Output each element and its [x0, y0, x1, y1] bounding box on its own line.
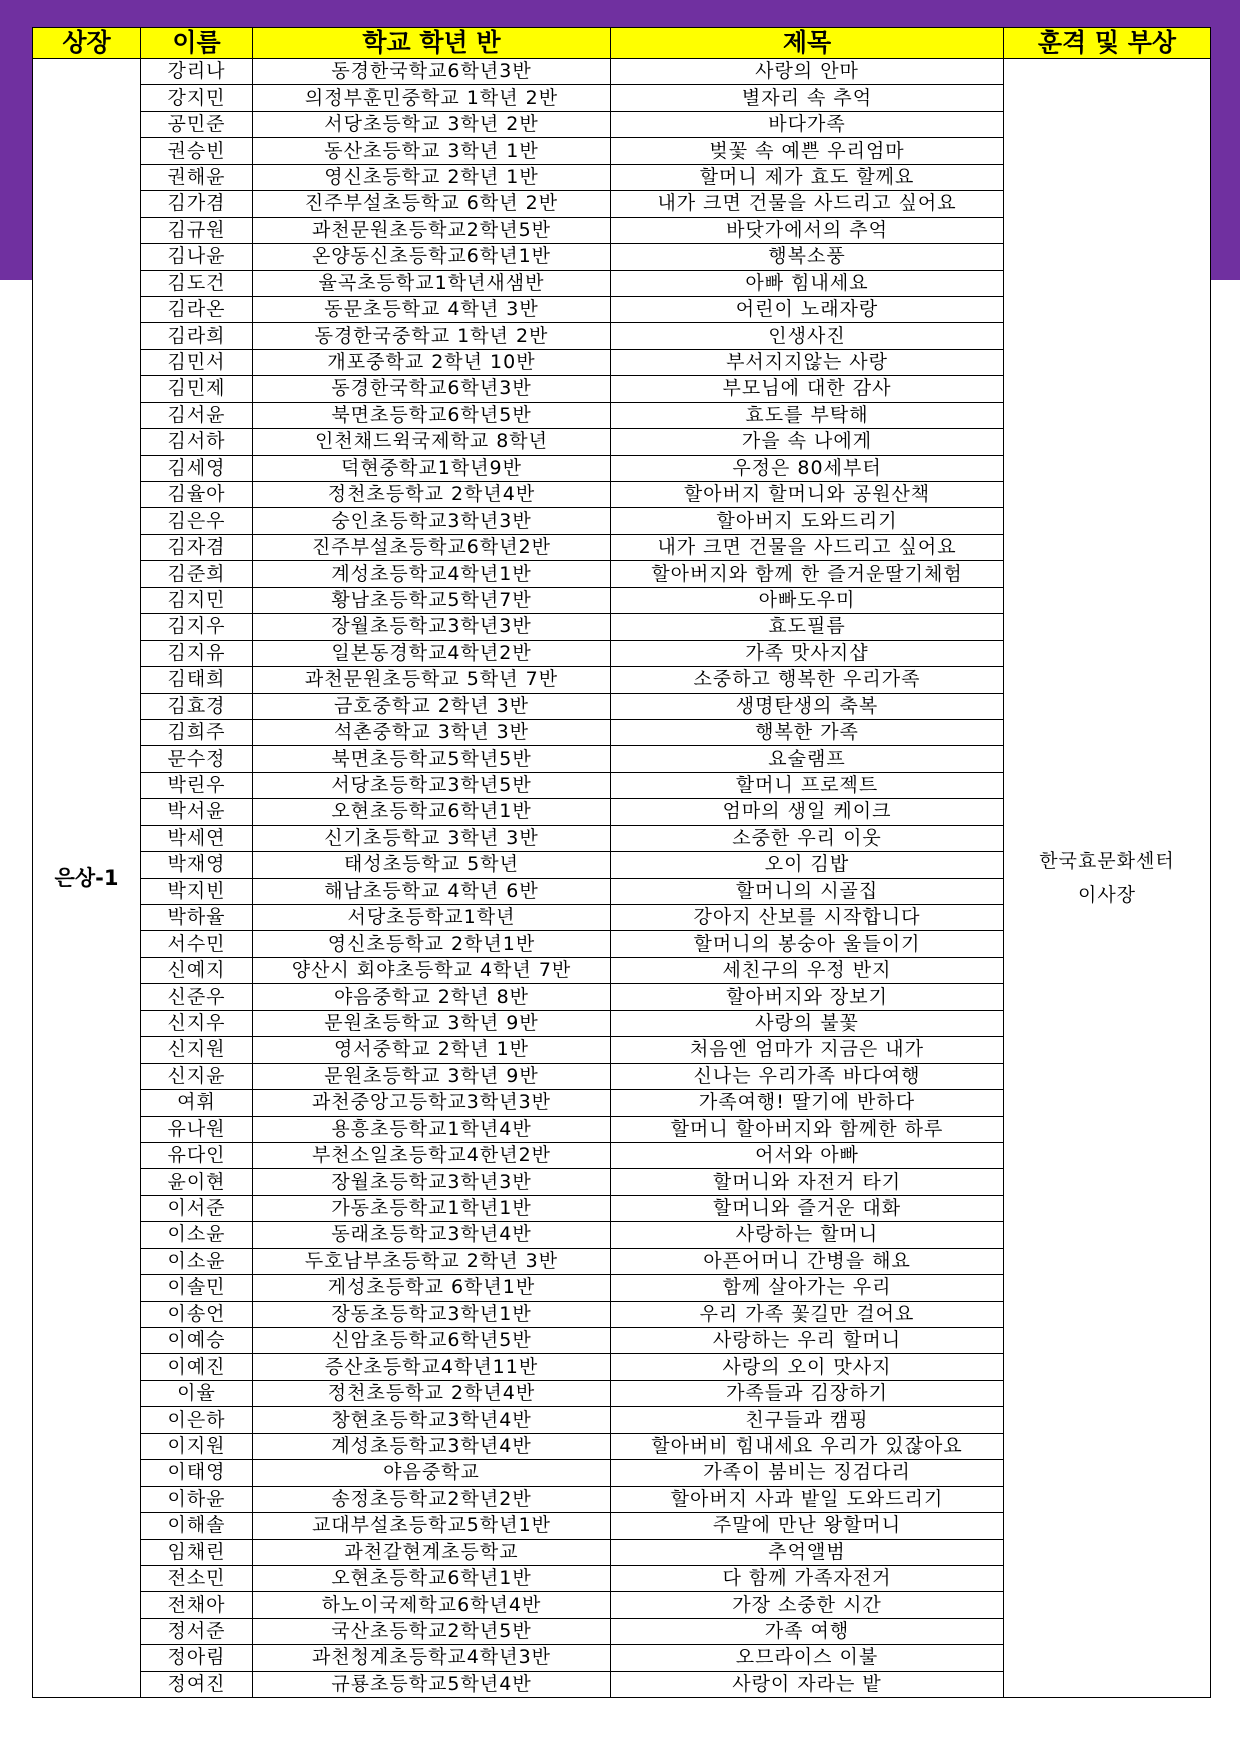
- work-title: 사랑하는 할머니: [611, 1222, 1004, 1248]
- work-title: 효도필름: [611, 614, 1004, 640]
- student-name: 김세영: [141, 455, 253, 481]
- school-grade-class: 개포중학교 2학년 10반: [253, 349, 611, 375]
- work-title: 바닷가에서의 추억: [611, 217, 1004, 243]
- work-title: 할아버지 할머니와 공원산책: [611, 482, 1004, 508]
- student-name: 유다인: [141, 1142, 253, 1168]
- student-name: 강지민: [141, 85, 253, 111]
- school-grade-class: 동래초등학교3학년4반: [253, 1222, 611, 1248]
- school-grade-class: 게성초등학교 6학년1반: [253, 1275, 611, 1301]
- student-name: 정아림: [141, 1645, 253, 1671]
- school-grade-class: 인천채드윅국제학교 8학년: [253, 429, 611, 455]
- school-grade-class: 장월초등학교3학년3반: [253, 1169, 611, 1195]
- work-title: 요술램프: [611, 746, 1004, 772]
- student-name: 이서준: [141, 1195, 253, 1221]
- student-name: 김라희: [141, 323, 253, 349]
- school-grade-class: 동경한국학교6학년3반: [253, 376, 611, 402]
- work-title: 할머니의 봉숭아 울들이기: [611, 931, 1004, 957]
- student-name: 이지원: [141, 1433, 253, 1459]
- work-title: 할아버지 사과 밭일 도와드리기: [611, 1486, 1004, 1512]
- school-grade-class: 덕현중학교1학년9반: [253, 455, 611, 481]
- work-title: 강아지 산보를 시작합니다: [611, 905, 1004, 931]
- school-grade-class: 교대부설초등학교5학년1반: [253, 1513, 611, 1539]
- student-name: 박재영: [141, 852, 253, 878]
- school-grade-class: 황남초등학교5학년7반: [253, 587, 611, 613]
- school-grade-class: 국산초등학교2학년5반: [253, 1618, 611, 1644]
- school-grade-class: 영서중학교 2학년 1반: [253, 1037, 611, 1063]
- work-title: 할아버지 도와드리기: [611, 508, 1004, 534]
- student-name: 이송언: [141, 1301, 253, 1327]
- student-name: 이하윤: [141, 1486, 253, 1512]
- student-name: 김희주: [141, 719, 253, 745]
- work-title: 부서지지않는 사랑: [611, 349, 1004, 375]
- school-grade-class: 야음중학교 2학년 8반: [253, 984, 611, 1010]
- school-grade-class: 과천문원초등학교2학년5반: [253, 217, 611, 243]
- school-grade-class: 신암초등학교6학년5반: [253, 1328, 611, 1354]
- honor-line-1: 한국효문화센터: [1039, 850, 1175, 873]
- work-title: 처음엔 엄마가 지금은 내가: [611, 1037, 1004, 1063]
- student-name: 김준희: [141, 561, 253, 587]
- work-title: 오이 김밥: [611, 852, 1004, 878]
- work-title: 가을 속 나에게: [611, 429, 1004, 455]
- school-grade-class: 하노이국제학교6학년4반: [253, 1592, 611, 1618]
- school-grade-class: 신기초등학교 3학년 3반: [253, 825, 611, 851]
- table-row: [33, 59, 1211, 85]
- header-title: 제목: [611, 28, 1004, 59]
- student-name: 문수정: [141, 746, 253, 772]
- work-title: 부모님에 대한 감사: [611, 376, 1004, 402]
- header-name: 이름: [141, 28, 253, 59]
- work-title: 세친구의 우정 반지: [611, 957, 1004, 983]
- school-grade-class: 동경한국학교6학년3반: [253, 59, 611, 85]
- school-grade-class: 과천중앙고등학교3학년3반: [253, 1090, 611, 1116]
- award-label: 은상-1: [33, 59, 141, 1698]
- work-title: 할머니 할아버지와 함께한 하루: [611, 1116, 1004, 1142]
- student-name: 김규원: [141, 217, 253, 243]
- student-name: 신지원: [141, 1037, 253, 1063]
- school-grade-class: 과천문원초등학교 5학년 7반: [253, 667, 611, 693]
- work-title: 내가 크면 건물을 사드리고 싶어요: [611, 191, 1004, 217]
- school-grade-class: 계성초등학교4학년1반: [253, 561, 611, 587]
- award-table: [32, 27, 1211, 1698]
- work-title: 행복한 가족: [611, 719, 1004, 745]
- work-title: 행복소풍: [611, 244, 1004, 270]
- school-grade-class: 동문초등학교 4학년 3반: [253, 296, 611, 322]
- student-name: 임채린: [141, 1539, 253, 1565]
- student-name: 이소윤: [141, 1222, 253, 1248]
- work-title: 우정은 80세부터: [611, 455, 1004, 481]
- school-grade-class: 문원초등학교 3학년 9반: [253, 1063, 611, 1089]
- student-name: 박린우: [141, 772, 253, 798]
- student-name: 이은하: [141, 1407, 253, 1433]
- work-title: 가족여행! 딸기에 반하다: [611, 1090, 1004, 1116]
- work-title: 가장 소중한 시간: [611, 1592, 1004, 1618]
- student-name: 김라온: [141, 296, 253, 322]
- school-grade-class: 태성초등학교 5학년: [253, 852, 611, 878]
- work-title: 함께 살아가는 우리: [611, 1275, 1004, 1301]
- work-title: 할머니 제가 효도 할께요: [611, 164, 1004, 190]
- work-title: 할머니의 시골집: [611, 878, 1004, 904]
- school-grade-class: 양산시 회야초등학교 4학년 7반: [253, 957, 611, 983]
- work-title: 할머니 프로젝트: [611, 772, 1004, 798]
- work-title: 가족들과 김장하기: [611, 1380, 1004, 1406]
- school-grade-class: 문원초등학교 3학년 9반: [253, 1010, 611, 1036]
- school-grade-class: 창현초등학교3학년4반: [253, 1407, 611, 1433]
- school-grade-class: 동경한국중학교 1학년 2반: [253, 323, 611, 349]
- header-row: [33, 28, 1211, 59]
- student-name: 김서윤: [141, 402, 253, 428]
- work-title: 할머니와 자전거 타기: [611, 1169, 1004, 1195]
- student-name: 전소민: [141, 1565, 253, 1591]
- school-grade-class: 증산초등학교4학년11반: [253, 1354, 611, 1380]
- work-title: 인생사진: [611, 323, 1004, 349]
- school-grade-class: 장월초등학교3학년3반: [253, 614, 611, 640]
- work-title: 사랑하는 우리 할머니: [611, 1328, 1004, 1354]
- work-title: 소중하고 행복한 우리가족: [611, 667, 1004, 693]
- header-award: 상장: [33, 28, 141, 59]
- work-title: 가족 맛사지샵: [611, 640, 1004, 666]
- school-grade-class: 정천초등학교 2학년4반: [253, 482, 611, 508]
- school-grade-class: 송정초등학교2학년2반: [253, 1486, 611, 1512]
- student-name: 서수민: [141, 931, 253, 957]
- work-title: 아빠도우미: [611, 587, 1004, 613]
- work-title: 신나는 우리가족 바다여행: [611, 1063, 1004, 1089]
- school-grade-class: 서당초등학교1학년: [253, 905, 611, 931]
- work-title: 오므라이스 이불: [611, 1645, 1004, 1671]
- school-grade-class: 숭인초등학교3학년3반: [253, 508, 611, 534]
- school-grade-class: 석촌중학교 3학년 3반: [253, 719, 611, 745]
- student-name: 김민서: [141, 349, 253, 375]
- school-grade-class: 영신초등학교 2학년 1반: [253, 164, 611, 190]
- work-title: 아빠 힘내세요: [611, 270, 1004, 296]
- student-name: 김은우: [141, 508, 253, 534]
- work-title: 사랑이 자라는 밭: [611, 1671, 1004, 1697]
- student-name: 유나원: [141, 1116, 253, 1142]
- school-grade-class: 장동초등학교3학년1반: [253, 1301, 611, 1327]
- school-grade-class: 과천갈현계초등학교: [253, 1539, 611, 1565]
- student-name: 김서하: [141, 429, 253, 455]
- student-name: 이예진: [141, 1354, 253, 1380]
- header-school: 학교 학년 반: [253, 28, 611, 59]
- student-name: 이소윤: [141, 1248, 253, 1274]
- school-grade-class: 부천소일초등학교4한년2반: [253, 1142, 611, 1168]
- work-title: 다 함께 가족자전거: [611, 1565, 1004, 1591]
- student-name: 김자겸: [141, 534, 253, 560]
- work-title: 할아버지와 장보기: [611, 984, 1004, 1010]
- student-name: 신준우: [141, 984, 253, 1010]
- school-grade-class: 계성초등학교3학년4반: [253, 1433, 611, 1459]
- school-grade-class: 온양동신초등학교6학년1반: [253, 244, 611, 270]
- student-name: 정여진: [141, 1671, 253, 1697]
- work-title: 할아버지와 함께 한 즐거운딸기체험: [611, 561, 1004, 587]
- work-title: 가족이 붐비는 징검다리: [611, 1460, 1004, 1486]
- student-name: 신예지: [141, 957, 253, 983]
- honor-cell: [1004, 59, 1211, 1698]
- school-grade-class: 북면초등학교6학년5반: [253, 402, 611, 428]
- work-title: 주말에 만난 왕할머니: [611, 1513, 1004, 1539]
- work-title: 바다가족: [611, 111, 1004, 137]
- school-grade-class: 진주부설초등학교6학년2반: [253, 534, 611, 560]
- student-name: 여휘: [141, 1090, 253, 1116]
- work-title: 소중한 우리 이웃: [611, 825, 1004, 851]
- student-name: 김지유: [141, 640, 253, 666]
- student-name: 김나윤: [141, 244, 253, 270]
- student-name: 신지우: [141, 1010, 253, 1036]
- school-grade-class: 일본동경학교4학년2반: [253, 640, 611, 666]
- school-grade-class: 서당초등학교 3학년 2반: [253, 111, 611, 137]
- work-title: 아픈어머니 간병을 해요: [611, 1248, 1004, 1274]
- school-grade-class: 율곡초등학교1학년새샘반: [253, 270, 611, 296]
- student-name: 이솔민: [141, 1275, 253, 1301]
- student-name: 권승빈: [141, 138, 253, 164]
- school-grade-class: 정천초등학교 2학년4반: [253, 1380, 611, 1406]
- student-name: 박하율: [141, 905, 253, 931]
- school-grade-class: 야음중학교: [253, 1460, 611, 1486]
- student-name: 박지빈: [141, 878, 253, 904]
- student-name: 김도건: [141, 270, 253, 296]
- student-name: 정서준: [141, 1618, 253, 1644]
- student-name: 이율: [141, 1380, 253, 1406]
- work-title: 가족 여행: [611, 1618, 1004, 1644]
- school-grade-class: 가동초등학교1학년1반: [253, 1195, 611, 1221]
- work-title: 효도를 부탁해: [611, 402, 1004, 428]
- school-grade-class: 오현초등학교6학년1반: [253, 1565, 611, 1591]
- work-title: 사랑의 안마: [611, 59, 1004, 85]
- work-title: 할아버비 힘내세요 우리가 있잖아요: [611, 1433, 1004, 1459]
- student-name: 박세연: [141, 825, 253, 851]
- school-grade-class: 해남초등학교 4학년 6반: [253, 878, 611, 904]
- student-name: 이해솔: [141, 1513, 253, 1539]
- work-title: 할머니와 즐거운 대화: [611, 1195, 1004, 1221]
- school-grade-class: 과천청계초등학교4학년3반: [253, 1645, 611, 1671]
- student-name: 이예승: [141, 1328, 253, 1354]
- work-title: 추억앨범: [611, 1539, 1004, 1565]
- table-body: [33, 59, 1211, 1698]
- work-title: 내가 크면 건물을 사드리고 싶어요: [611, 534, 1004, 560]
- work-title: 사랑의 불꽃: [611, 1010, 1004, 1036]
- school-grade-class: 의정부훈민중학교 1학년 2반: [253, 85, 611, 111]
- student-name: 신지윤: [141, 1063, 253, 1089]
- work-title: 친구들과 캠핑: [611, 1407, 1004, 1433]
- work-title: 생명탄생의 축복: [611, 693, 1004, 719]
- work-title: 벚꽃 속 예쁜 우리엄마: [611, 138, 1004, 164]
- school-grade-class: 두호남부초등학교 2학년 3반: [253, 1248, 611, 1274]
- student-name: 권해윤: [141, 164, 253, 190]
- school-grade-class: 진주부설초등학교 6학년 2반: [253, 191, 611, 217]
- student-name: 김민제: [141, 376, 253, 402]
- school-grade-class: 동산초등학교 3학년 1반: [253, 138, 611, 164]
- student-name: 공민준: [141, 111, 253, 137]
- work-title: 별자리 속 추억: [611, 85, 1004, 111]
- student-name: 김가겸: [141, 191, 253, 217]
- student-name: 김율아: [141, 482, 253, 508]
- school-grade-class: 오현초등학교6학년1반: [253, 799, 611, 825]
- student-name: 김지민: [141, 587, 253, 613]
- student-name: 김태희: [141, 667, 253, 693]
- school-grade-class: 영신초등학교 2학년1반: [253, 931, 611, 957]
- school-grade-class: 규룡초등학교5학년4반: [253, 1671, 611, 1697]
- student-name: 전채아: [141, 1592, 253, 1618]
- student-name: 김지우: [141, 614, 253, 640]
- honor-line-2: 이사장: [1077, 884, 1137, 907]
- school-grade-class: 서당초등학교3학년5반: [253, 772, 611, 798]
- school-grade-class: 북면초등학교5학년5반: [253, 746, 611, 772]
- student-name: 윤이현: [141, 1169, 253, 1195]
- work-title: 우리 가족 꽃길만 걸어요: [611, 1301, 1004, 1327]
- work-title: 어린이 노래자랑: [611, 296, 1004, 322]
- school-grade-class: 용흥초등학교1학년4반: [253, 1116, 611, 1142]
- work-title: 엄마의 생일 케이크: [611, 799, 1004, 825]
- school-grade-class: 금호중학교 2학년 3반: [253, 693, 611, 719]
- header-honor: 훈격 및 부상: [1004, 28, 1211, 59]
- work-title: 어서와 아빠: [611, 1142, 1004, 1168]
- work-title: 사랑의 오이 맛사지: [611, 1354, 1004, 1380]
- student-name: 김효경: [141, 693, 253, 719]
- student-name: 강리나: [141, 59, 253, 85]
- student-name: 이태영: [141, 1460, 253, 1486]
- student-name: 박서윤: [141, 799, 253, 825]
